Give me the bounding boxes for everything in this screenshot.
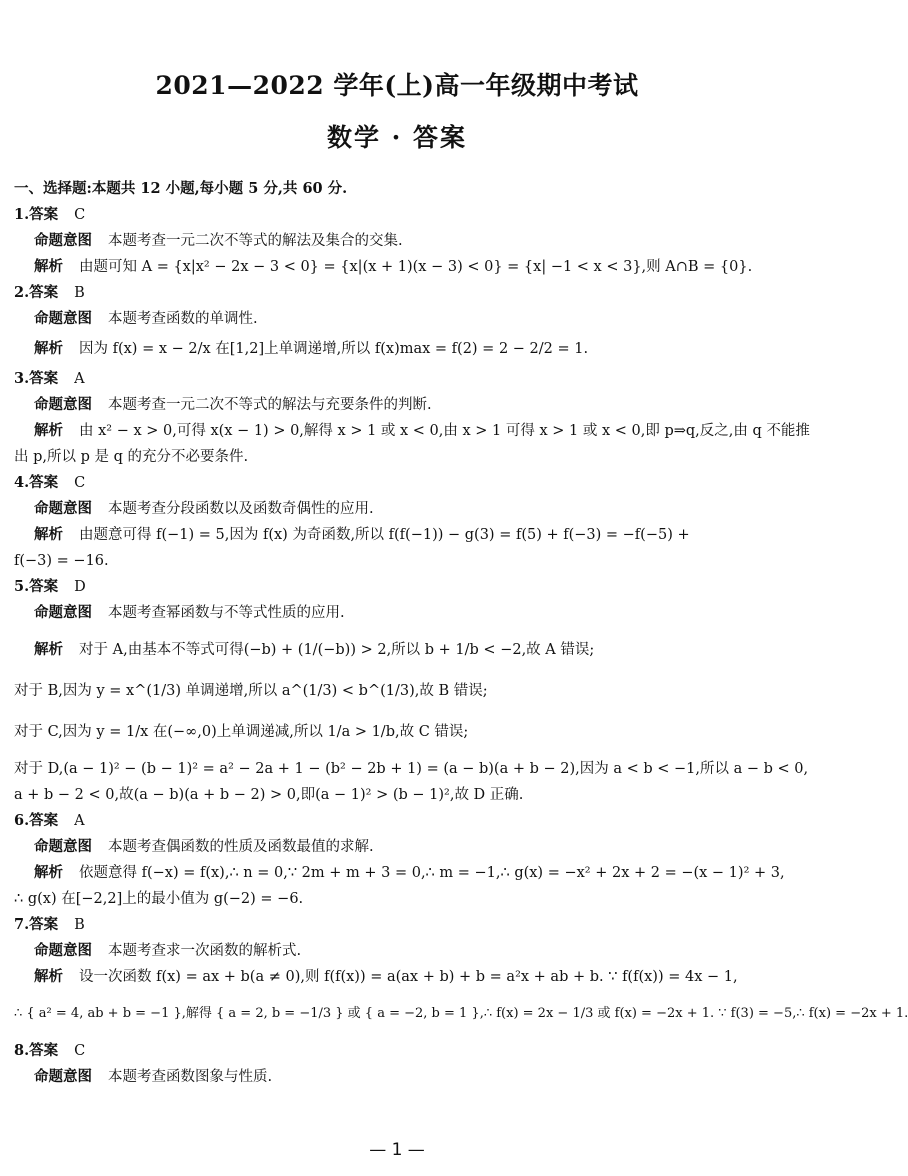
analysis-label: 解析 (34, 258, 63, 275)
intent-label: 命题意图 (34, 838, 92, 855)
answer-value: B (74, 285, 85, 301)
answer-value: C (74, 1043, 86, 1059)
question-4-analysis-cont: f(−3) = −16. (14, 553, 109, 569)
question-4-intent (14, 496, 784, 522)
intent-text: 本题考查一元二次不等式的解法与充要条件的判断. (108, 397, 432, 413)
question-2-intent (14, 306, 784, 332)
question-4-analysis (14, 522, 784, 548)
analysis-label: 解析 (34, 340, 63, 357)
intent-label: 命题意图 (34, 942, 92, 959)
answer-value: C (74, 475, 86, 491)
question-5-analysis-c: 对于 C,因为 y = 1/x 在(−∞,0)上单调递减,所以 1/a > 1/b,故 C 错误; (14, 724, 469, 740)
question-number: 6. (14, 812, 30, 829)
intent-text: 本题考查求一次函数的解析式. (108, 943, 302, 959)
analysis-text: 由题意可得 f(−1) = 5,因为 f(x) 为奇函数,所以 f(f(−1)) − g(3) = f(5) + f(−3) = −f(−5) + (79, 527, 690, 543)
question-6-analysis-cont: ∴ g(x) 在[−2,2]上的最小值为 g(−2) = −6. (14, 891, 304, 907)
answer-label: 答案 (29, 206, 59, 223)
analysis-label: 解析 (34, 526, 63, 543)
answer-value: C (74, 207, 86, 223)
intent-text: 本题考查幂函数与不等式性质的应用. (108, 605, 345, 621)
intent-text: 本题考查分段函数以及函数奇偶性的应用. (108, 501, 374, 517)
question-2-answer (14, 280, 784, 306)
analysis-text: 因为 f(x) = x − 2/x 在[1,2]上单调递增,所以 f(x)max = f(2) = 2 − 2/2 = 1. (79, 341, 589, 357)
answer-value: B (74, 917, 85, 933)
intent-label: 命题意图 (34, 396, 92, 413)
question-number: 4. (14, 474, 30, 491)
answer-value: A (74, 813, 85, 829)
page-subtitle: 数学 · 答案 (326, 123, 468, 152)
page-number: — 1 — (369, 1140, 425, 1160)
question-7-analysis-cont: ∴ { a² = 4, ab + b = −1 },解得 { a = 2, b = −1/3 } 或 { a = −2, b = 1 },∴ f(x) = 2x − 1/3 或 f(x) = −2x + 1. ∵ f(3) = −5,∴ f(x) = −2x + 1. (14, 1006, 908, 1021)
question-6-intent (14, 834, 784, 860)
question-3-analysis-cont: 出 p,所以 p 是 q 的充分不必要条件. (14, 449, 249, 465)
answer-content (14, 176, 908, 1090)
page-title: 2021—2022 学年(上)高一年级期中考试 (155, 71, 639, 100)
question-6-answer (14, 808, 784, 834)
question-1-answer (14, 202, 784, 228)
analysis-label: 解析 (34, 864, 63, 881)
analysis-label: 解析 (34, 968, 63, 985)
question-number: 2. (14, 284, 30, 301)
intent-text: 本题考查函数的单调性. (108, 311, 258, 327)
analysis-text: 由 x² − x > 0,可得 x(x − 1) > 0,解得 x > 1 或 x < 0,由 x > 1 可得 x > 1 或 x < 0,即 p⇒q,反之,由 q 不能推 (79, 423, 810, 439)
question-5-analysis (14, 630, 784, 670)
answer-value: D (74, 579, 86, 595)
question-6-analysis (14, 860, 784, 886)
question-5-answer (14, 574, 784, 600)
intent-text: 本题考查偶函数的性质及函数最值的求解. (108, 839, 374, 855)
answer-label: 答案 (29, 474, 59, 491)
analysis-text: 设一次函数 f(x) = ax + b(a ≠ 0),则 f(f(x)) = a(ax + b) + b = a²x + ab + b. ∵ f(f(x)) = 4x − 1, (79, 969, 738, 985)
analysis-label: 解析 (34, 641, 63, 658)
question-3-intent (14, 392, 784, 418)
question-8-answer (14, 1038, 784, 1064)
question-1-intent (14, 228, 784, 254)
answer-label: 答案 (29, 578, 59, 595)
analysis-text: 依题意得 f(−x) = f(x),∴ n = 0,∵ 2m + m + 3 = 0,∴ m = −1,∴ g(x) = −x² + 2x + 2 = −(x − 1)² + 3, (79, 865, 785, 881)
question-number: 3. (14, 370, 30, 387)
question-4-answer (14, 470, 784, 496)
answer-value: A (74, 371, 85, 387)
analysis-text: 对于 A,由基本不等式可得(−b) + (1/(−b)) > 2,所以 b + 1/b < −2,故 A 错误; (79, 642, 595, 658)
question-7-analysis (14, 964, 784, 990)
intent-text: 本题考查一元二次不等式的解法及集合的交集. (108, 233, 403, 249)
intent-label: 命题意图 (34, 1068, 92, 1085)
question-5-analysis-d-cont: a + b − 2 < 0,故(a − b)(a + b − 2) > 0,即(a − 1)² > (b − 1)²,故 D 正确. (14, 787, 524, 803)
question-5-analysis-b: 对于 B,因为 y = x^(1/3) 单调递增,所以 a^(1/3) < b^(1/3),故 B 错误; (14, 683, 488, 699)
section-heading: 一、选择题:本题共 12 小题,每小题 5 分,共 60 分. (14, 180, 348, 197)
question-5-intent (14, 600, 784, 626)
intent-label: 命题意图 (34, 232, 92, 249)
question-number: 8. (14, 1042, 30, 1059)
question-number: 1. (14, 206, 30, 223)
question-3-answer (14, 366, 784, 392)
question-8-intent (14, 1064, 784, 1090)
intent-text: 本题考查函数图象与性质. (108, 1069, 273, 1085)
question-number: 7. (14, 916, 30, 933)
question-3-analysis (14, 418, 810, 444)
intent-label: 命题意图 (34, 310, 92, 327)
intent-label: 命题意图 (34, 500, 92, 517)
question-1-analysis (14, 254, 784, 280)
answer-label: 答案 (29, 916, 59, 933)
answer-label: 答案 (29, 370, 59, 387)
question-7-intent (14, 938, 784, 964)
answer-label: 答案 (29, 812, 59, 829)
analysis-label: 解析 (34, 422, 63, 439)
answer-label: 答案 (29, 1042, 59, 1059)
question-2-analysis (14, 332, 784, 366)
question-5-analysis-d: 对于 D,(a − 1)² − (b − 1)² = a² − 2a + 1 − (b² − 2b + 1) = (a − b)(a + b − 2),因为 a < b < −1,所以 a − b < 0, (14, 761, 809, 777)
intent-label: 命题意图 (34, 604, 92, 621)
answer-label: 答案 (29, 284, 59, 301)
question-7-answer (14, 912, 784, 938)
analysis-text: 由题可知 A = {x|x² − 2x − 3 < 0} = {x|(x + 1)(x − 3) < 0} = {x| −1 < x < 3},则 A∩B = {0}. (79, 259, 753, 275)
question-number: 5. (14, 578, 30, 595)
